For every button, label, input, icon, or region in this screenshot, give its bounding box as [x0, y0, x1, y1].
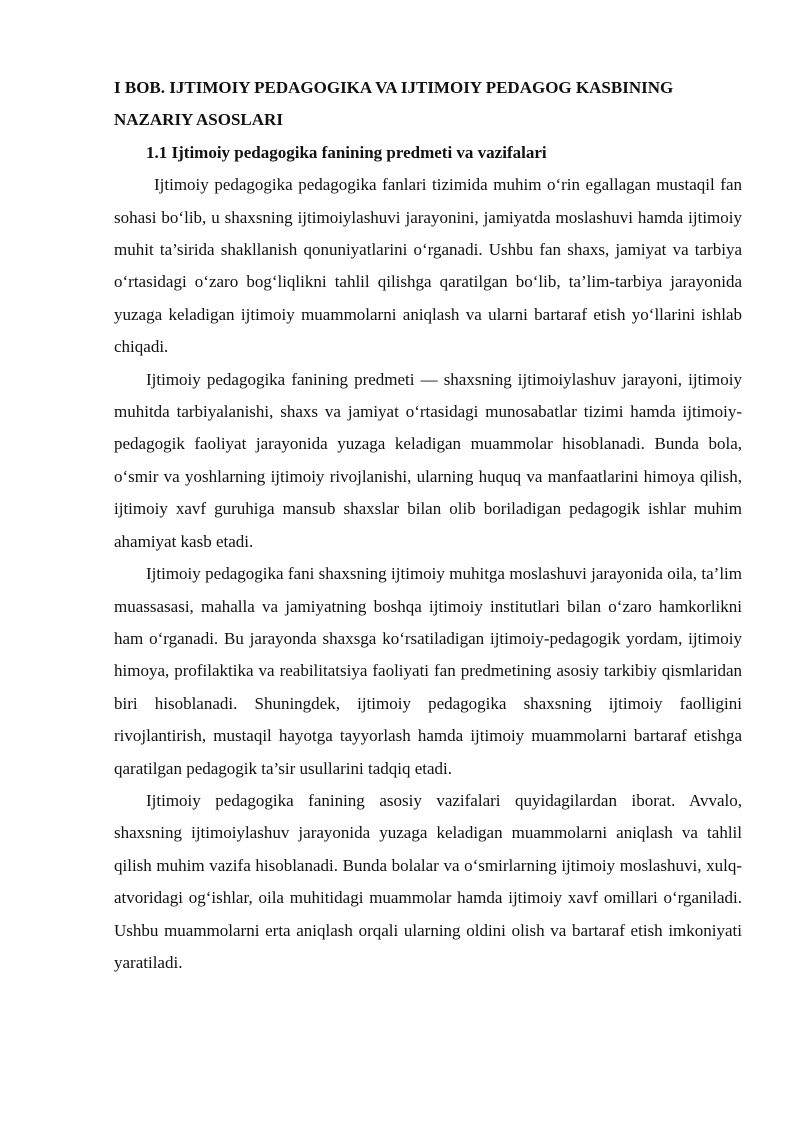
paragraph: Ijtimoiy pedagogika fani shaxsning ijtimoiy muhitga moslashuvi jarayonida oila, ta’lim muassasasi, mahalla va jamiyatning boshqa ijtimoiy institutlari bilan o‘zaro hamkorlikni ham o‘rganadi. Bu jarayonda shaxsga ko‘rsatiladigan ijtimoiy-pedagogik yordam, ijtimoiy himoya, profilaktika va reabilitatsiya faoliyati fan predmetining asosiy tarkibiy qismlaridan biri hisoblanadi. Shuningdek, ijtimoiy pedagogika shaxsning ijtimoiy faolligini rivojlantirish, mustaqil hayotga tayyorlash hamda ijtimoiy muammolarni bartaraf etishga qaratilgan pedagogik ta’sir usullarini tadqiq etadi.	[114, 564, 742, 778]
paragraph: Ijtimoiy pedagogika fanining predmeti — shaxsning ijtimoiylashuv jarayoni, ijtimoiy muhitda tarbiyalanishi, shaxs va jamiyat o‘rtasidagi munosabatlar tizimi hamda ijtimoiy-pedagogik faoliyat jarayonida yuzaga keladigan muammolar hisoblanadi. Bunda bola, o‘smir va yoshlarning ijtimoiy rivojlanishi, ularning huquq va manfaatlarini himoya qilish, ijtimoiy xavf guruhiga mansub shaxslar bilan olib boriladigan pedagogik ishlar muhim ahamiyat kasb etadi.	[114, 369, 742, 551]
section-title: 1.1 Ijtimoiy pedagogika fanining predmeti va vazifalari	[146, 142, 547, 162]
chapter-title: I BOB. IJTIMOIY PEDAGOGIKA VA IJTIMOIY PEDAGOG KASBINING NAZARIY ASOSLARI	[114, 78, 674, 130]
page-content	[114, 72, 742, 979]
paragraph: Ijtimoiy pedagogika pedagogika fanlari tizimida muhim o‘rin egallagan mustaqil fan sohasi bo‘lib, u shaxsning ijtimoiylashuvi jarayonini, jamiyatda moslashuvi hamda ijtimoiy muhit ta’sirida shakllanish qonuniyatlarini o‘rganadi. Ushbu fan shaxs, jamiyat va tarbiya o‘rtasidagi o‘zaro bog‘liqlikni tahlil qilishga qaratilgan bo‘lib, ta’lim-tarbiya jarayonida yuzaga keladigan ijtimoiy muammolarni aniqlash va ularni bartaraf etish yo‘llarini ishlab chiqadi.	[114, 175, 742, 357]
paragraph: Ijtimoiy pedagogika fanining asosiy vazifalari quyidagilardan iborat. Avvalo, shaxsning ijtimoiylashuv jarayonida yuzaga keladigan muammolarni aniqlash va tahlil qilish muhim vazifa hisoblanadi. Bunda bolalar va o‘smirlarning ijtimoiy moslashuvi, xulq-atvoridagi og‘ishlar, oila muhitidagi muammolar hamda ijtimoiy xavf omillari o‘rganiladi. Ushbu muammolarni erta aniqlash orqali ularning oldini olish va bartaraf etish imkoniyati yaratiladi.	[114, 790, 742, 972]
